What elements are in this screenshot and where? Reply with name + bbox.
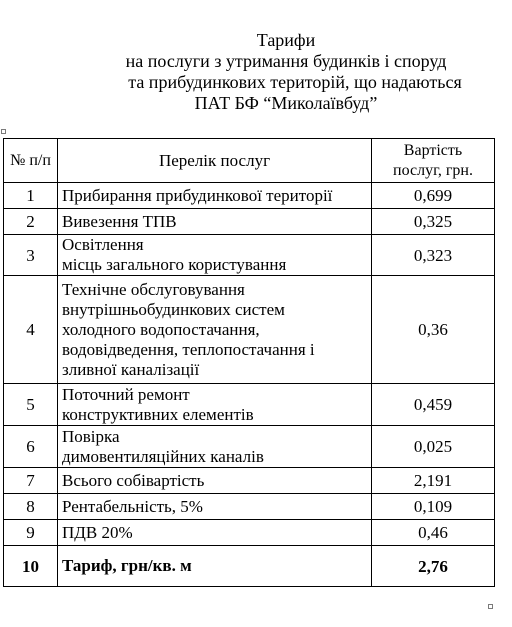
service-name-line: зливної каналізації bbox=[62, 359, 200, 379]
service-name-line: Освітлення bbox=[62, 235, 144, 254]
service-name-line: димовентиляційних каналів bbox=[62, 446, 264, 466]
table-row bbox=[4, 494, 495, 520]
table-row bbox=[4, 209, 495, 235]
row-number: 1 bbox=[4, 183, 58, 209]
header-service-cost bbox=[372, 139, 495, 183]
total-row bbox=[4, 546, 495, 587]
service-name-line: внутрішньобудинкових систем bbox=[62, 299, 285, 319]
header-cost-line-2: послуг, грн. bbox=[393, 161, 473, 179]
service-cost: 0,36 bbox=[372, 276, 495, 384]
service-name-line: водовідведення, теплопостачання і bbox=[62, 339, 315, 359]
row-number: 4 bbox=[4, 276, 58, 384]
service-name-line: Всього собівартість bbox=[62, 470, 205, 490]
service-cost: 0,109 bbox=[372, 494, 495, 520]
service-cost: 0,699 bbox=[372, 183, 495, 209]
title-line-1: Тарифи bbox=[256, 30, 316, 50]
row-number: 8 bbox=[4, 494, 58, 520]
total-value: 2,76 bbox=[372, 546, 495, 587]
service-name-line: місць загального користування bbox=[62, 255, 287, 274]
table-row bbox=[4, 468, 495, 494]
service-name bbox=[58, 494, 372, 520]
title-line-2: на послуги з утримання будинків і споруд bbox=[125, 51, 447, 71]
service-name-line: Повірка bbox=[62, 426, 120, 446]
service-name-line: Вивезення ТПВ bbox=[62, 211, 177, 231]
total-name: Тариф, грн/кв. м bbox=[58, 546, 372, 587]
table-row bbox=[4, 520, 495, 546]
service-name bbox=[58, 426, 372, 468]
document-title bbox=[0, 30, 512, 114]
row-number: 7 bbox=[4, 468, 58, 494]
service-name-line: Рентабельність, 5% bbox=[62, 496, 203, 516]
service-cost: 0,325 bbox=[372, 209, 495, 235]
service-name-line: Поточний ремонт bbox=[62, 384, 190, 404]
header-number: № п/п bbox=[4, 139, 58, 183]
service-name bbox=[58, 235, 372, 276]
service-name-line: Прибирання прибудинкової території bbox=[62, 185, 333, 205]
row-number: 2 bbox=[4, 209, 58, 235]
service-name bbox=[58, 183, 372, 209]
table-move-handle[interactable] bbox=[1, 129, 6, 134]
table-row bbox=[4, 384, 495, 426]
service-cost: 0,323 bbox=[372, 235, 495, 276]
service-name-line: холодного водопостачання, bbox=[62, 319, 260, 339]
service-name-line: ПДВ 20% bbox=[62, 522, 133, 542]
table-row bbox=[4, 235, 495, 276]
row-number: 9 bbox=[4, 520, 58, 546]
tariff-table bbox=[3, 138, 495, 587]
table-header-row bbox=[4, 139, 495, 183]
service-name-line: конструктивних елементів bbox=[62, 404, 254, 424]
service-cost: 0,459 bbox=[372, 384, 495, 426]
service-cost: 0,46 bbox=[372, 520, 495, 546]
total-number: 10 bbox=[4, 546, 58, 587]
service-name bbox=[58, 468, 372, 494]
row-number: 5 bbox=[4, 384, 58, 426]
service-name bbox=[58, 276, 372, 384]
service-name-line: Технічне обслуговування bbox=[62, 279, 245, 299]
table-row bbox=[4, 183, 495, 209]
table-row bbox=[4, 426, 495, 468]
row-number: 6 bbox=[4, 426, 58, 468]
service-name bbox=[58, 520, 372, 546]
table-row bbox=[4, 276, 495, 384]
service-name bbox=[58, 384, 372, 426]
header-service-list: Перелік послуг bbox=[58, 139, 372, 183]
header-cost-line-1: Вартість bbox=[403, 141, 463, 159]
table-resize-handle[interactable] bbox=[488, 604, 493, 609]
service-cost: 2,191 bbox=[372, 468, 495, 494]
row-number: 3 bbox=[4, 235, 58, 276]
title-line-4: ПАТ БФ “Миколаївбуд” bbox=[194, 93, 378, 113]
title-line-3: та прибудинкових територій, що надаються bbox=[128, 72, 462, 92]
service-name bbox=[58, 209, 372, 235]
service-cost: 0,025 bbox=[372, 426, 495, 468]
